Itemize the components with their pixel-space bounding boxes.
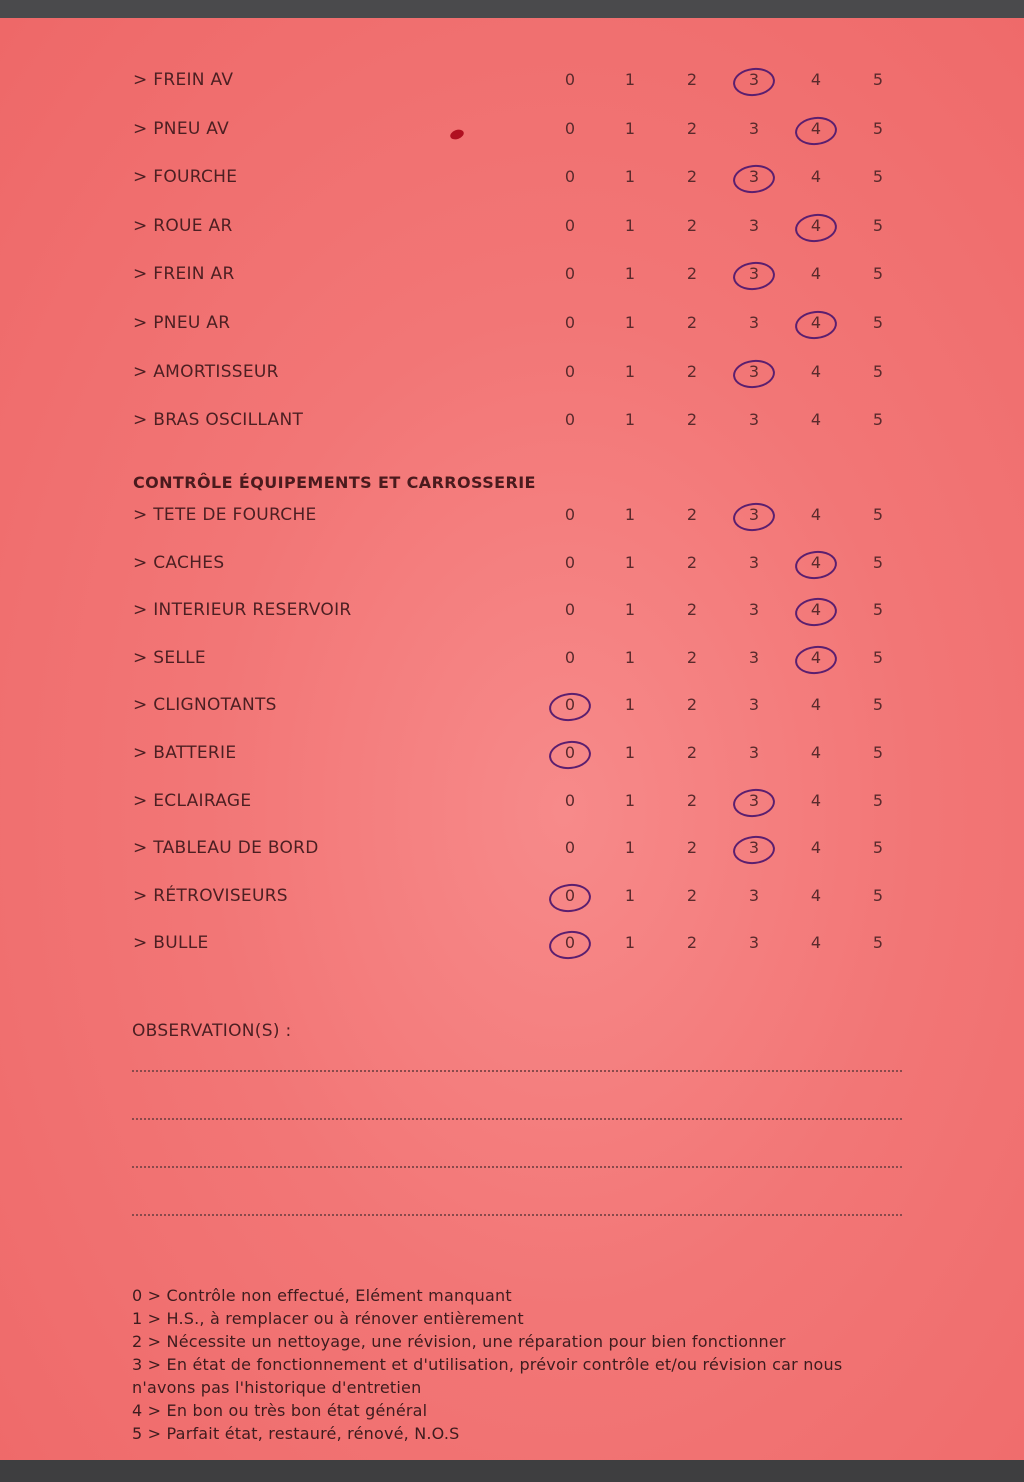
rating-row — [0, 259, 1024, 289]
score-option[interactable]: 1 — [624, 118, 636, 138]
rating-row-label: > RÉTROVISEURS — [133, 885, 288, 906]
rating-row — [0, 308, 1024, 338]
score-option[interactable]: 4 — [810, 790, 822, 810]
rating-row — [0, 690, 1024, 720]
score-option[interactable]: 5 — [872, 410, 884, 430]
score-option[interactable]: 4 — [810, 410, 822, 430]
rating-row — [0, 643, 1024, 673]
score-option[interactable]: 2 — [686, 264, 698, 284]
score-option-selected[interactable]: 3 — [739, 162, 769, 192]
score-option[interactable]: 0 — [564, 505, 576, 524]
score-option[interactable]: 2 — [686, 313, 698, 332]
rating-row-label: > TETE DE FOURCHE — [133, 505, 317, 525]
rating-row-label: > ROUE AR — [133, 215, 233, 236]
score-option[interactable]: 3 — [748, 118, 760, 138]
observation-line-2 — [132, 1118, 902, 1120]
score-option[interactable]: 0 — [564, 410, 576, 430]
score-option[interactable]: 5 — [872, 743, 884, 762]
score-option-selected[interactable]: 0 — [555, 690, 585, 720]
rating-row-label: > FREIN AR — [133, 264, 235, 285]
score-option[interactable]: 3 — [748, 410, 760, 430]
score-option[interactable]: 4 — [810, 933, 822, 953]
score-option-selected[interactable]: 3 — [739, 65, 769, 95]
legend-line-2: 2 > Nécessite un nettoyage, une révision, une réparation pour bien fonctionner — [132, 1332, 786, 1351]
score-option-selected[interactable]: 4 — [801, 548, 831, 578]
score-option[interactable]: 3 — [748, 695, 760, 715]
rating-row — [0, 786, 1024, 816]
score-option[interactable]: 4 — [810, 70, 822, 89]
score-option[interactable]: 3 — [748, 552, 760, 572]
score-option[interactable]: 5 — [872, 695, 884, 715]
score-option[interactable]: 5 — [872, 790, 884, 810]
score-option[interactable]: 2 — [686, 70, 698, 89]
score-option[interactable]: 5 — [872, 505, 884, 524]
score-option[interactable]: 1 — [624, 600, 636, 620]
score-option[interactable]: 1 — [624, 313, 636, 332]
rating-row — [0, 500, 1024, 530]
score-option-selected[interactable]: 0 — [555, 881, 585, 911]
rating-row — [0, 211, 1024, 241]
score-option[interactable]: 5 — [872, 167, 884, 187]
score-option[interactable]: 0 — [564, 552, 576, 572]
score-option[interactable]: 4 — [810, 885, 822, 905]
rating-row-label: > BRAS OSCILLANT — [133, 410, 304, 431]
score-option[interactable]: 1 — [624, 647, 636, 667]
legend-line-3-continued: n'avons pas l'historique d'entretien — [132, 1378, 422, 1397]
rating-row-label: > AMORTISSEUR — [133, 361, 279, 382]
score-option[interactable]: 5 — [872, 313, 884, 332]
score-option[interactable]: 4 — [810, 505, 822, 524]
score-option-selected[interactable]: 0 — [555, 928, 585, 958]
score-option[interactable]: 5 — [872, 361, 884, 381]
rating-row-label: > FREIN AV — [133, 70, 234, 90]
score-option[interactable]: 5 — [872, 118, 884, 138]
score-option[interactable]: 0 — [564, 838, 576, 858]
rating-row — [0, 65, 1024, 95]
score-option[interactable]: 0 — [564, 361, 576, 381]
score-option[interactable]: 2 — [686, 743, 698, 762]
score-option[interactable]: 1 — [624, 167, 636, 187]
score-option[interactable]: 0 — [564, 215, 576, 235]
section-title: CONTRÔLE ÉQUIPEMENTS ET CARROSSERIE — [133, 473, 536, 492]
score-option[interactable]: 2 — [686, 361, 698, 381]
score-option-selected[interactable]: 4 — [801, 308, 831, 338]
score-option[interactable]: 1 — [624, 70, 636, 89]
score-option[interactable]: 4 — [810, 695, 822, 715]
score-option[interactable]: 2 — [686, 167, 698, 187]
rating-row — [0, 162, 1024, 192]
score-option[interactable]: 5 — [872, 885, 884, 905]
score-option[interactable]: 5 — [872, 552, 884, 572]
observations-label: OBSERVATION(S) : — [132, 1021, 292, 1041]
score-option[interactable]: 1 — [624, 215, 636, 235]
score-option[interactable]: 3 — [748, 743, 760, 762]
score-option[interactable]: 5 — [872, 70, 884, 89]
legend-line-4: 4 > En bon ou très bon état général — [132, 1401, 428, 1420]
rating-row-label: > INTERIEUR RESERVOIR — [133, 600, 352, 621]
legend-line-0: 0 > Contrôle non effectué, Elément manquant — [132, 1286, 512, 1305]
score-option-selected[interactable]: 4 — [801, 595, 831, 625]
scoring-legend — [132, 1284, 892, 1445]
score-option[interactable]: 0 — [564, 70, 576, 89]
rating-row-label: > FOURCHE — [133, 167, 238, 188]
score-option[interactable]: 3 — [748, 600, 760, 620]
score-option[interactable]: 1 — [624, 410, 636, 430]
score-option[interactable]: 4 — [810, 743, 822, 762]
score-option[interactable]: 0 — [564, 264, 576, 284]
rating-row-label: > PNEU AV — [133, 118, 230, 139]
score-option[interactable]: 5 — [872, 933, 884, 953]
rating-row-label: > BATTERIE — [133, 743, 237, 763]
rating-row-label: > CACHES — [133, 552, 225, 573]
score-option[interactable]: 2 — [686, 505, 698, 524]
score-option[interactable]: 1 — [624, 505, 636, 524]
legend-line-3: 3 > En état de fonctionnement et d'utilisation, prévoir contrôle et/ou révision car nous — [132, 1355, 843, 1374]
score-option-selected[interactable]: 3 — [739, 259, 769, 289]
legend-line-5: 5 > Parfait état, restauré, rénové, N.O.S — [132, 1424, 460, 1443]
rating-row — [0, 548, 1024, 578]
rating-row — [0, 405, 1024, 435]
score-option[interactable]: 2 — [686, 552, 698, 572]
score-option[interactable]: 3 — [748, 215, 760, 235]
rating-row — [0, 114, 1024, 144]
score-option[interactable]: 1 — [624, 361, 636, 381]
rating-row-label: > TABLEAU DE BORD — [133, 838, 319, 859]
score-option[interactable]: 3 — [748, 933, 760, 953]
score-option[interactable]: 1 — [624, 790, 636, 810]
inspection-sheet — [0, 18, 1024, 1460]
score-option[interactable]: 2 — [686, 215, 698, 235]
score-option[interactable]: 5 — [872, 264, 884, 284]
score-option-selected[interactable]: 0 — [555, 738, 585, 768]
score-option-selected[interactable]: 4 — [801, 643, 831, 673]
score-option[interactable]: 5 — [872, 600, 884, 620]
score-option[interactable]: 1 — [624, 552, 636, 572]
score-option-selected[interactable]: 4 — [801, 114, 831, 144]
observation-line-4 — [132, 1214, 902, 1216]
score-option-selected[interactable]: 4 — [801, 211, 831, 241]
score-option-selected[interactable]: 3 — [739, 786, 769, 816]
score-option[interactable]: 4 — [810, 264, 822, 284]
rating-row — [0, 738, 1024, 768]
score-option[interactable]: 2 — [686, 885, 698, 905]
observation-line-3 — [132, 1166, 902, 1168]
score-option[interactable]: 3 — [748, 885, 760, 905]
score-option[interactable]: 0 — [564, 600, 576, 620]
score-option[interactable]: 0 — [564, 118, 576, 138]
rating-row — [0, 357, 1024, 387]
score-option[interactable]: 0 — [564, 167, 576, 187]
rating-row-label: > CLIGNOTANTS — [133, 695, 277, 716]
rating-row — [0, 833, 1024, 863]
score-option[interactable]: 0 — [564, 790, 576, 810]
score-option[interactable]: 1 — [624, 933, 636, 953]
rating-row — [0, 881, 1024, 911]
score-option-selected[interactable]: 3 — [739, 833, 769, 863]
score-option[interactable]: 1 — [624, 885, 636, 905]
score-option[interactable]: 1 — [624, 838, 636, 858]
score-option[interactable]: 2 — [686, 933, 698, 953]
score-option-selected[interactable]: 3 — [739, 357, 769, 387]
rating-row-label: > ECLAIRAGE — [133, 790, 252, 811]
background-top-edge — [0, 0, 1024, 18]
score-option[interactable]: 5 — [872, 838, 884, 858]
rating-row — [0, 928, 1024, 958]
score-option[interactable]: 4 — [810, 838, 822, 858]
score-option[interactable]: 0 — [564, 647, 576, 667]
score-option[interactable]: 1 — [624, 264, 636, 284]
score-option[interactable]: 5 — [872, 215, 884, 235]
score-option[interactable]: 4 — [810, 167, 822, 187]
rating-row-label: > SELLE — [133, 647, 206, 668]
score-option[interactable]: 1 — [624, 743, 636, 762]
score-option[interactable]: 4 — [810, 361, 822, 381]
score-option[interactable]: 0 — [564, 313, 576, 332]
rating-row — [0, 595, 1024, 625]
score-option[interactable]: 2 — [686, 600, 698, 620]
score-option-selected[interactable]: 3 — [739, 500, 769, 530]
score-option[interactable]: 2 — [686, 410, 698, 430]
score-option[interactable]: 3 — [748, 647, 760, 667]
legend-line-1: 1 > H.S., à remplacer ou à rénover entièrement — [132, 1309, 524, 1328]
score-option[interactable]: 2 — [686, 695, 698, 715]
score-option[interactable]: 2 — [686, 647, 698, 667]
score-option[interactable]: 5 — [872, 647, 884, 667]
score-option[interactable]: 2 — [686, 118, 698, 138]
score-option[interactable]: 2 — [686, 790, 698, 810]
score-option[interactable]: 2 — [686, 838, 698, 858]
score-option[interactable]: 3 — [748, 313, 760, 332]
rating-row-label: > BULLE — [133, 933, 209, 954]
background-bottom-edge — [0, 1460, 1024, 1482]
score-option[interactable]: 1 — [624, 695, 636, 715]
observation-line-1 — [132, 1070, 902, 1072]
rating-row-label: > PNEU AR — [133, 313, 231, 333]
